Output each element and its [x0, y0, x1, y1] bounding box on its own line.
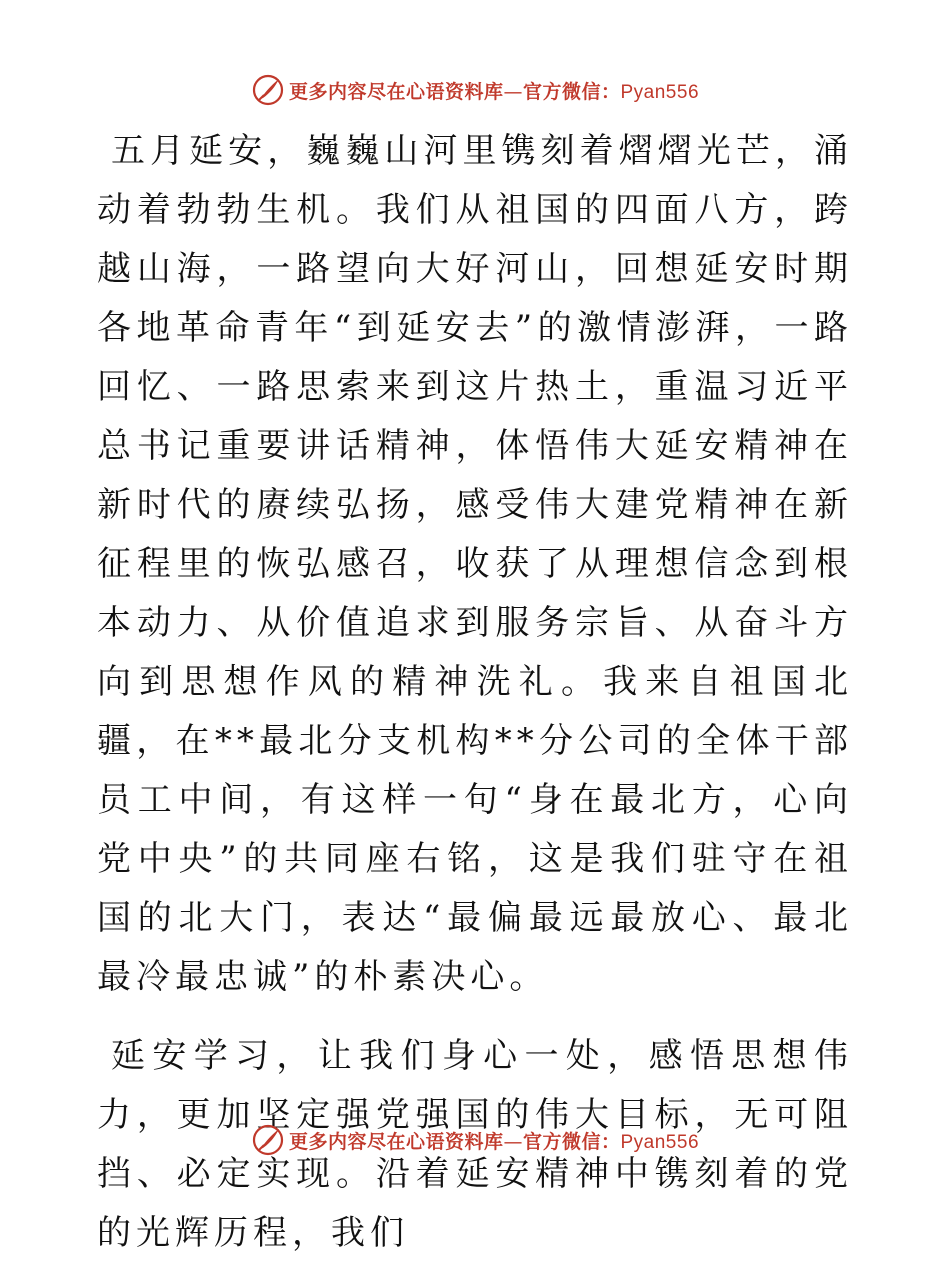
paragraph-2: 延安学习，让我们身心一处，感悟思想伟力，更加坚定强党强国的伟大目标，无可阻挡、必定实现。沿着延安精神中镌刻着的党的光辉历程，我们 — [97, 1036, 853, 1253]
footer-brand: 更多内容尽在心语资料库 — [288, 1130, 504, 1153]
document-body — [97, 122, 853, 1263]
header-text — [289, 77, 699, 104]
footer-separator: — — [503, 1130, 523, 1153]
footer-wechat-id: Pyan556 — [620, 1131, 700, 1153]
footer-wechat-label: 官方微信： — [522, 1130, 621, 1153]
header-wechat-id: Pyan556 — [620, 81, 700, 103]
header-brand: 更多内容尽在心语资料库 — [288, 80, 504, 103]
feather-pen-logo-icon — [251, 73, 285, 107]
footer-text — [289, 1127, 699, 1154]
header-wechat-label: 官方微信： — [522, 80, 621, 103]
page-footer — [0, 1122, 950, 1158]
paragraph-1: 五月延安，巍巍山河里镌刻着熠熠光芒，涌动着勃勃生机。我们从祖国的四面八方，跨越山海，一路望向大好河山，回想延安时期各地革命青年“到延安去”的激情澎湃，一路回忆、一路思索来到这片热土，重温习近平总书记重要讲话精神，体悟伟大延安精神在新时代的赓续弘扬，感受伟大建党精神在新征程里的恢弘感召，收获了从理想信念到根本动力、从价值追求到服务宗旨、从奋斗方向到思想作风的精神洗礼。我来自祖国北疆，在**最北分支机构**分公司的全体干部员工中间，有这样一句“身在最北方，心向党中央”的共同座右铭，这是我们驻守在祖国的北大门，表达“最偏最远最放心、最北最冷最忠诚”的朴素决心。 — [97, 131, 853, 997]
page-header — [0, 72, 950, 108]
feather-pen-logo-icon — [251, 1123, 285, 1157]
header-separator: — — [503, 80, 523, 103]
